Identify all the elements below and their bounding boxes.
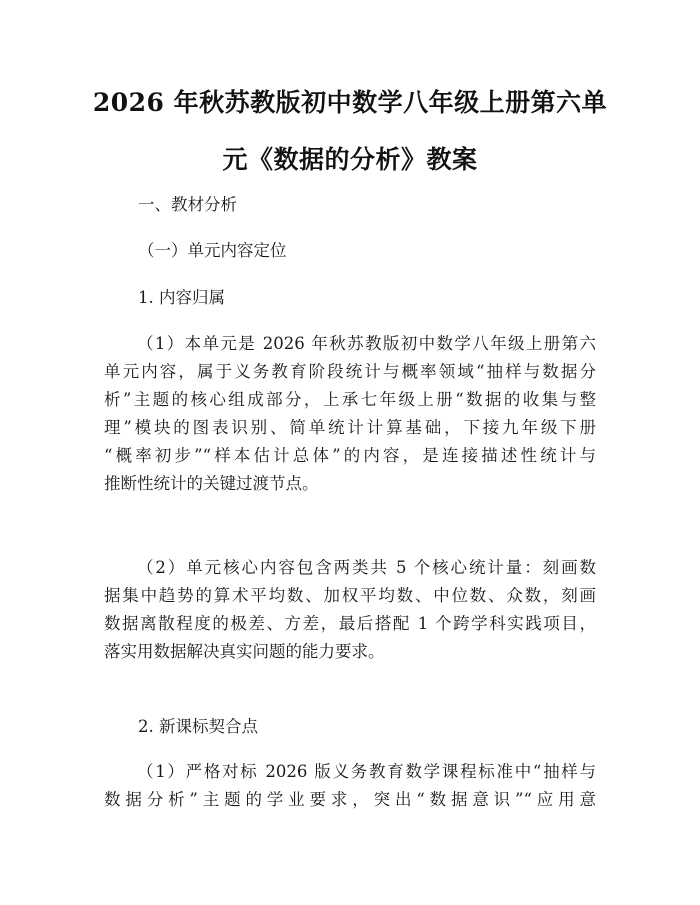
paragraph-line: 数据离散程度的极差、方差，最后搭配 1 个跨学科实践项目， <box>104 614 596 633</box>
paragraph-line: 数据分析”主题的学业要求，突出“数据意识”“应用意 <box>104 790 596 809</box>
paragraph-line: （2）单元核心内容包含两类共 5 个核心统计量：刻画数 <box>137 558 596 577</box>
subsection-heading-1: （一）单元内容定位 <box>138 241 287 260</box>
paragraph-line: 理”模块的图表识别、简单统计计算基础，下接九年级下册 <box>104 418 596 437</box>
paragraph-3 <box>104 758 596 814</box>
paragraph-line: 据集中趋势的算术平均数、加权平均数、中位数、众数，刻画 <box>104 586 596 605</box>
paragraph-line: 析”主题的核心组成部分，上承七年级上册“数据的收集与整 <box>104 390 596 409</box>
item-heading-content-affiliation: 1. 内容归属 <box>138 288 225 307</box>
title-line-2: 元《数据的分析》教案 <box>222 145 478 174</box>
paragraph-line: “概率初步”“样本估计总体”的内容，是连接描述性统计与 <box>104 446 596 465</box>
paragraph-line: 落实用数据解决真实问题的能力要求。 <box>104 642 385 661</box>
paragraph-line: 单元内容，属于义务教育阶段统计与概率领域“抽样与数据分 <box>104 362 596 381</box>
paragraph-line: （1）严格对标 2026 版义务教育数学课程标准中“抽样与 <box>137 762 596 781</box>
paragraph-1 <box>104 330 596 498</box>
item-heading-curriculum-alignment: 2. 新课标契合点 <box>138 717 258 736</box>
paragraph-2 <box>104 554 596 666</box>
paragraph-line: 推断性统计的关键过渡节点。 <box>104 474 319 493</box>
title-line-1: 2026 年秋苏教版初中数学八年级上册第六单 <box>92 88 608 117</box>
section-heading-1: 一、教材分析 <box>138 195 237 214</box>
document-title <box>60 74 640 188</box>
paragraph-line: （1）本单元是 2026 年秋苏教版初中数学八年级上册第六 <box>137 334 596 353</box>
